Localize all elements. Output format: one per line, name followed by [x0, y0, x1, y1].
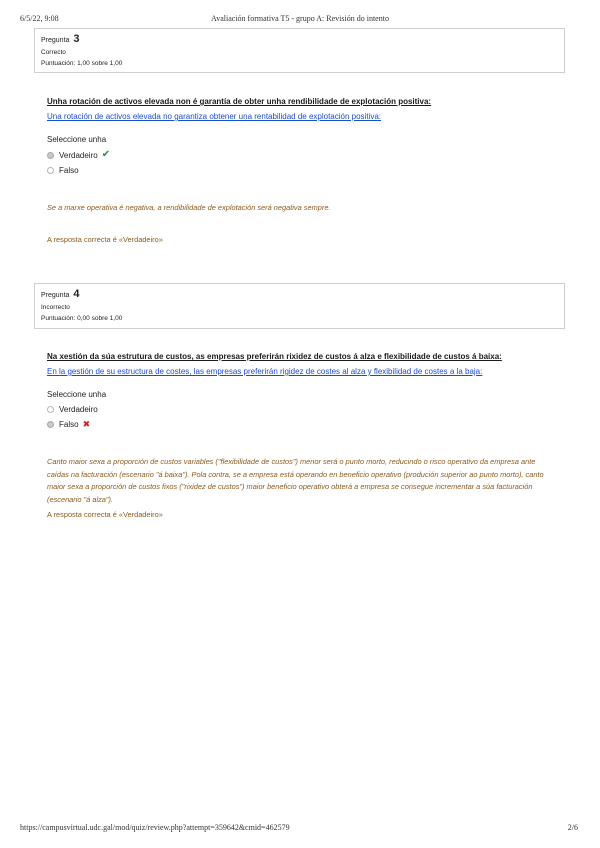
question-text-es-link[interactable]: Una rotación de activos elevada no garantiza obtener una rentabilidad de explotación positiva:: [47, 112, 381, 121]
print-title: Avaliación formativa T5 - grupo A: Revisión do intento: [211, 14, 389, 23]
check-icon: ✔: [101, 149, 111, 160]
question-info-box: [34, 28, 565, 73]
question-state: Correcto: [41, 49, 66, 56]
option-label: Falso: [59, 420, 79, 429]
answer-option[interactable]: [47, 420, 567, 429]
radio-unselected[interactable]: [47, 406, 54, 413]
right-answer: A resposta correcta é «Verdadeiro»: [47, 234, 163, 244]
select-prompt: Seleccione unha: [47, 390, 107, 399]
question-number-value: 4: [73, 288, 80, 300]
question-grade: Puntuación: 1,00 sobre 1,00: [41, 60, 123, 67]
answer-option[interactable]: [47, 150, 567, 160]
question-state: Incorrecto: [41, 304, 70, 311]
question-grade: Puntuación: 0,00 sobre 1,00: [41, 315, 123, 322]
question-label: Pregunta: [41, 37, 70, 44]
print-url: https://campusvirtual.udc.gal/mod/quiz/review.php?attempt=359642&cmid=462579: [20, 823, 290, 832]
radio-selected[interactable]: [47, 152, 54, 159]
answer-option[interactable]: [47, 166, 567, 175]
cross-icon: ✖: [82, 419, 91, 429]
option-label: Verdadeiro: [59, 150, 98, 160]
radio-selected[interactable]: [47, 421, 54, 428]
question-number: [41, 33, 558, 45]
question-content: [47, 97, 567, 244]
question-info-box: [34, 283, 565, 329]
option-label: Falso: [59, 166, 79, 175]
print-page-number: 2/6: [567, 823, 578, 832]
question-text-es-link[interactable]: En la gestión de su estructura de costes, las empresas preferirán rigidez de costes al alza y flexibilidad de costes a la baja:: [47, 367, 483, 376]
answer-option[interactable]: [47, 405, 567, 414]
option-label: Verdadeiro: [59, 405, 98, 414]
right-answer: A resposta correcta é «Verdadeiro»: [47, 510, 163, 519]
select-prompt: Seleccione unha: [47, 135, 107, 144]
question-text-gl: Unha rotación de activos elevada non é garantía de obter unha rendibilidade de explotación positiva:: [47, 97, 432, 106]
radio-unselected[interactable]: [47, 167, 54, 174]
general-feedback: Canto maior sexa a proporción de custos variables ("flexibilidade de custos") menor será o punto morto, reducindo o risco operativo da empresa ante caídas na facturación (escenario "á baixa"). Pola contra, se a empresa está operando en beneficio operativo (produción superior ao punto morto), canto maior sexa a proporción de custos fixos ("rixidez de custos") maior beneficio operativo obterá a empresa se consegue incrementar a súa facturación (escenario "á alza").: [47, 457, 544, 504]
print-datetime: 6/5/22, 9:08: [20, 14, 59, 23]
question-text-gl: Na xestión da súa estrutura de custos, as empresas preferirán rixidez de custos á alza e flexibilidade de custos á baixa:: [47, 352, 502, 361]
question-content: [47, 352, 567, 519]
question-number: [41, 288, 558, 300]
question-label: Pregunta: [41, 292, 70, 299]
question-number-value: 3: [73, 33, 80, 45]
general-feedback: Se a marxe operativa é negativa, a rendibilidade de explotación será negativa sempre.: [47, 203, 331, 212]
